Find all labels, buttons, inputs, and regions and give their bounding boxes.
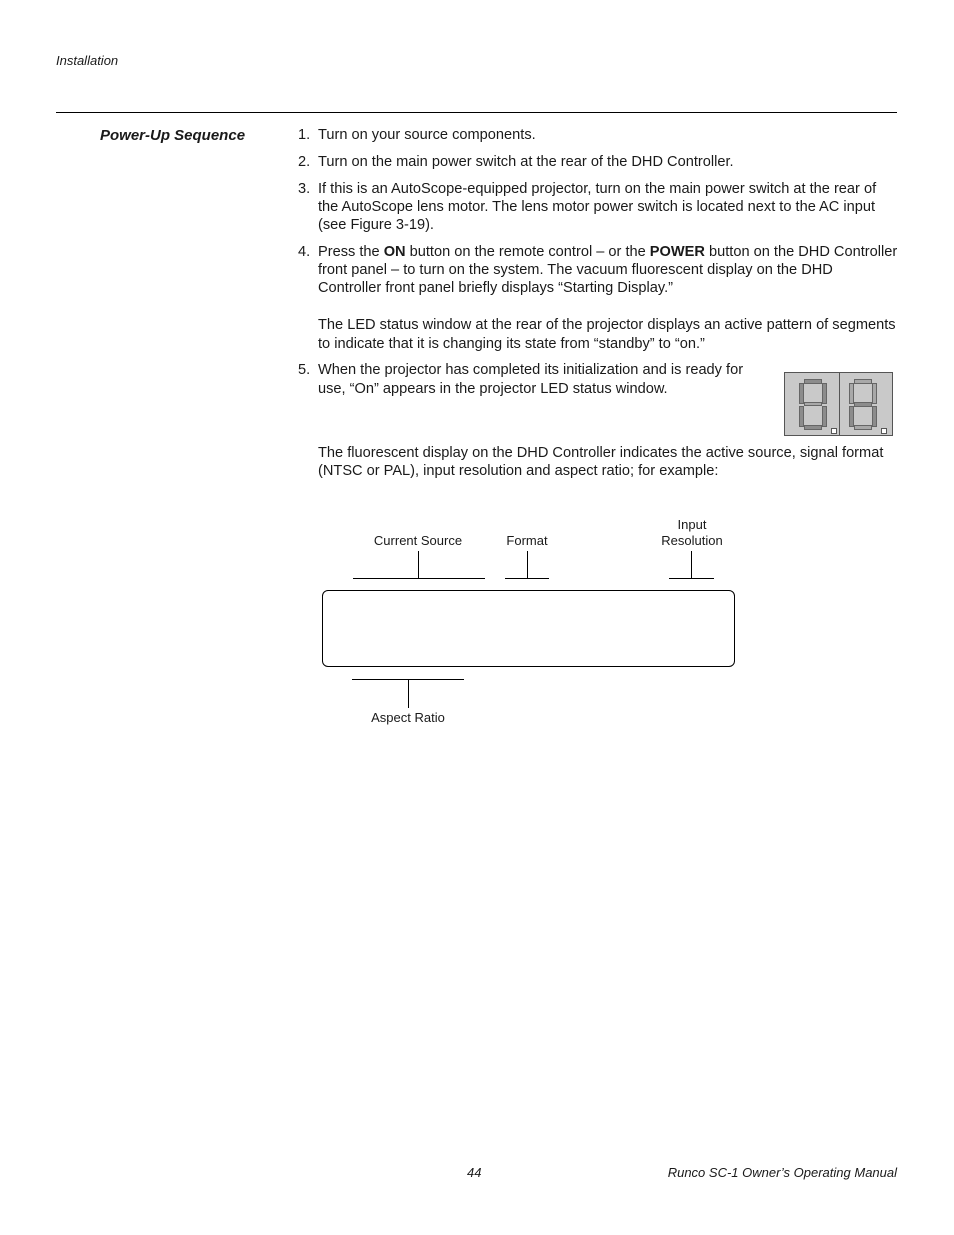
- input-resolution-leader: [691, 551, 692, 578]
- display-panel-outline: [322, 590, 735, 667]
- step-text: Turn on your source components.: [318, 127, 536, 143]
- step-text: When the projector has completed its initialization and is ready for use, “On” appears in the projector LED status window.: [318, 362, 744, 397]
- input-resolution-bracket: [669, 578, 714, 579]
- led-segment: [854, 425, 872, 430]
- led-segment: [804, 425, 822, 430]
- header-rule: [56, 112, 897, 113]
- led-segment: [872, 406, 877, 427]
- led-dot: [831, 428, 837, 434]
- step-4-instruction: Press the ON button on the remote control – or the POWER button on the DHD Controller front panel – to turn on the system. The vacuum fluorescent display on the DHD Controller front panel briefly displays “Starting Display.”: [318, 243, 898, 297]
- aspect-ratio-label: Aspect Ratio: [371, 710, 445, 725]
- current-source-bracket: [353, 578, 485, 579]
- step-number: 3.: [298, 180, 311, 197]
- format-leader: [527, 551, 528, 578]
- led-segment: [799, 383, 804, 404]
- format-bracket: [505, 578, 549, 579]
- step-item: [298, 243, 898, 353]
- step-text: Turn on the main power switch at the rear of the DHD Controller.: [318, 153, 734, 170]
- manual-title: Runco SC-1 Owner’s Operating Manual: [667, 1165, 897, 1180]
- step-item: [298, 180, 898, 235]
- led-segment: [799, 406, 804, 427]
- step-item: [298, 153, 898, 171]
- led-segment: [849, 406, 854, 427]
- running-header: Installation: [56, 53, 119, 68]
- format-label: Format: [506, 533, 548, 548]
- aspect-ratio-bracket: [352, 679, 464, 680]
- led-segment: [854, 379, 872, 384]
- section-title: Power-Up Sequence: [100, 127, 246, 144]
- led-status-window-illustration: [784, 372, 893, 436]
- step-text: [318, 243, 898, 353]
- led-segment: [854, 402, 872, 407]
- step-4-note: The LED status window at the rear of the projector displays an active pattern of segments to indicate that it is changing its state from “standby” to “on.”: [318, 317, 896, 352]
- page-number: 44: [467, 1165, 482, 1180]
- led-divider: [839, 373, 840, 435]
- step-number: 1.: [298, 127, 311, 143]
- step-number: 4.: [298, 243, 311, 260]
- step-text: If this is an AutoScope-equipped projector, turn on the main power switch at the rear of the AutoScope lens motor. The lens motor power switch is located next to the AC input (see Figure 3-19).: [318, 180, 877, 233]
- led-dot: [881, 428, 887, 434]
- led-segment: [872, 383, 877, 404]
- led-segment: [849, 383, 854, 404]
- led-segment: [804, 402, 822, 406]
- aspect-ratio-leader: [408, 679, 409, 708]
- led-segment: [822, 406, 827, 427]
- step-number: 2.: [298, 153, 311, 170]
- step-item: [298, 126, 898, 144]
- on-button-label: ON: [383, 243, 406, 260]
- current-source-label: Current Source: [373, 533, 463, 548]
- display-description: The fluorescent display on the DHD Controller indicates the active source, signal format (NTSC or PAL), input resolution and aspect ratio; for example:: [318, 444, 884, 480]
- input-resolution-label: Input Resolution: [661, 517, 723, 548]
- current-source-leader: [418, 551, 419, 578]
- step-number: 5.: [298, 362, 311, 379]
- led-segment: [804, 379, 822, 384]
- led-segment: [822, 383, 827, 404]
- power-button-label: POWER: [649, 243, 705, 260]
